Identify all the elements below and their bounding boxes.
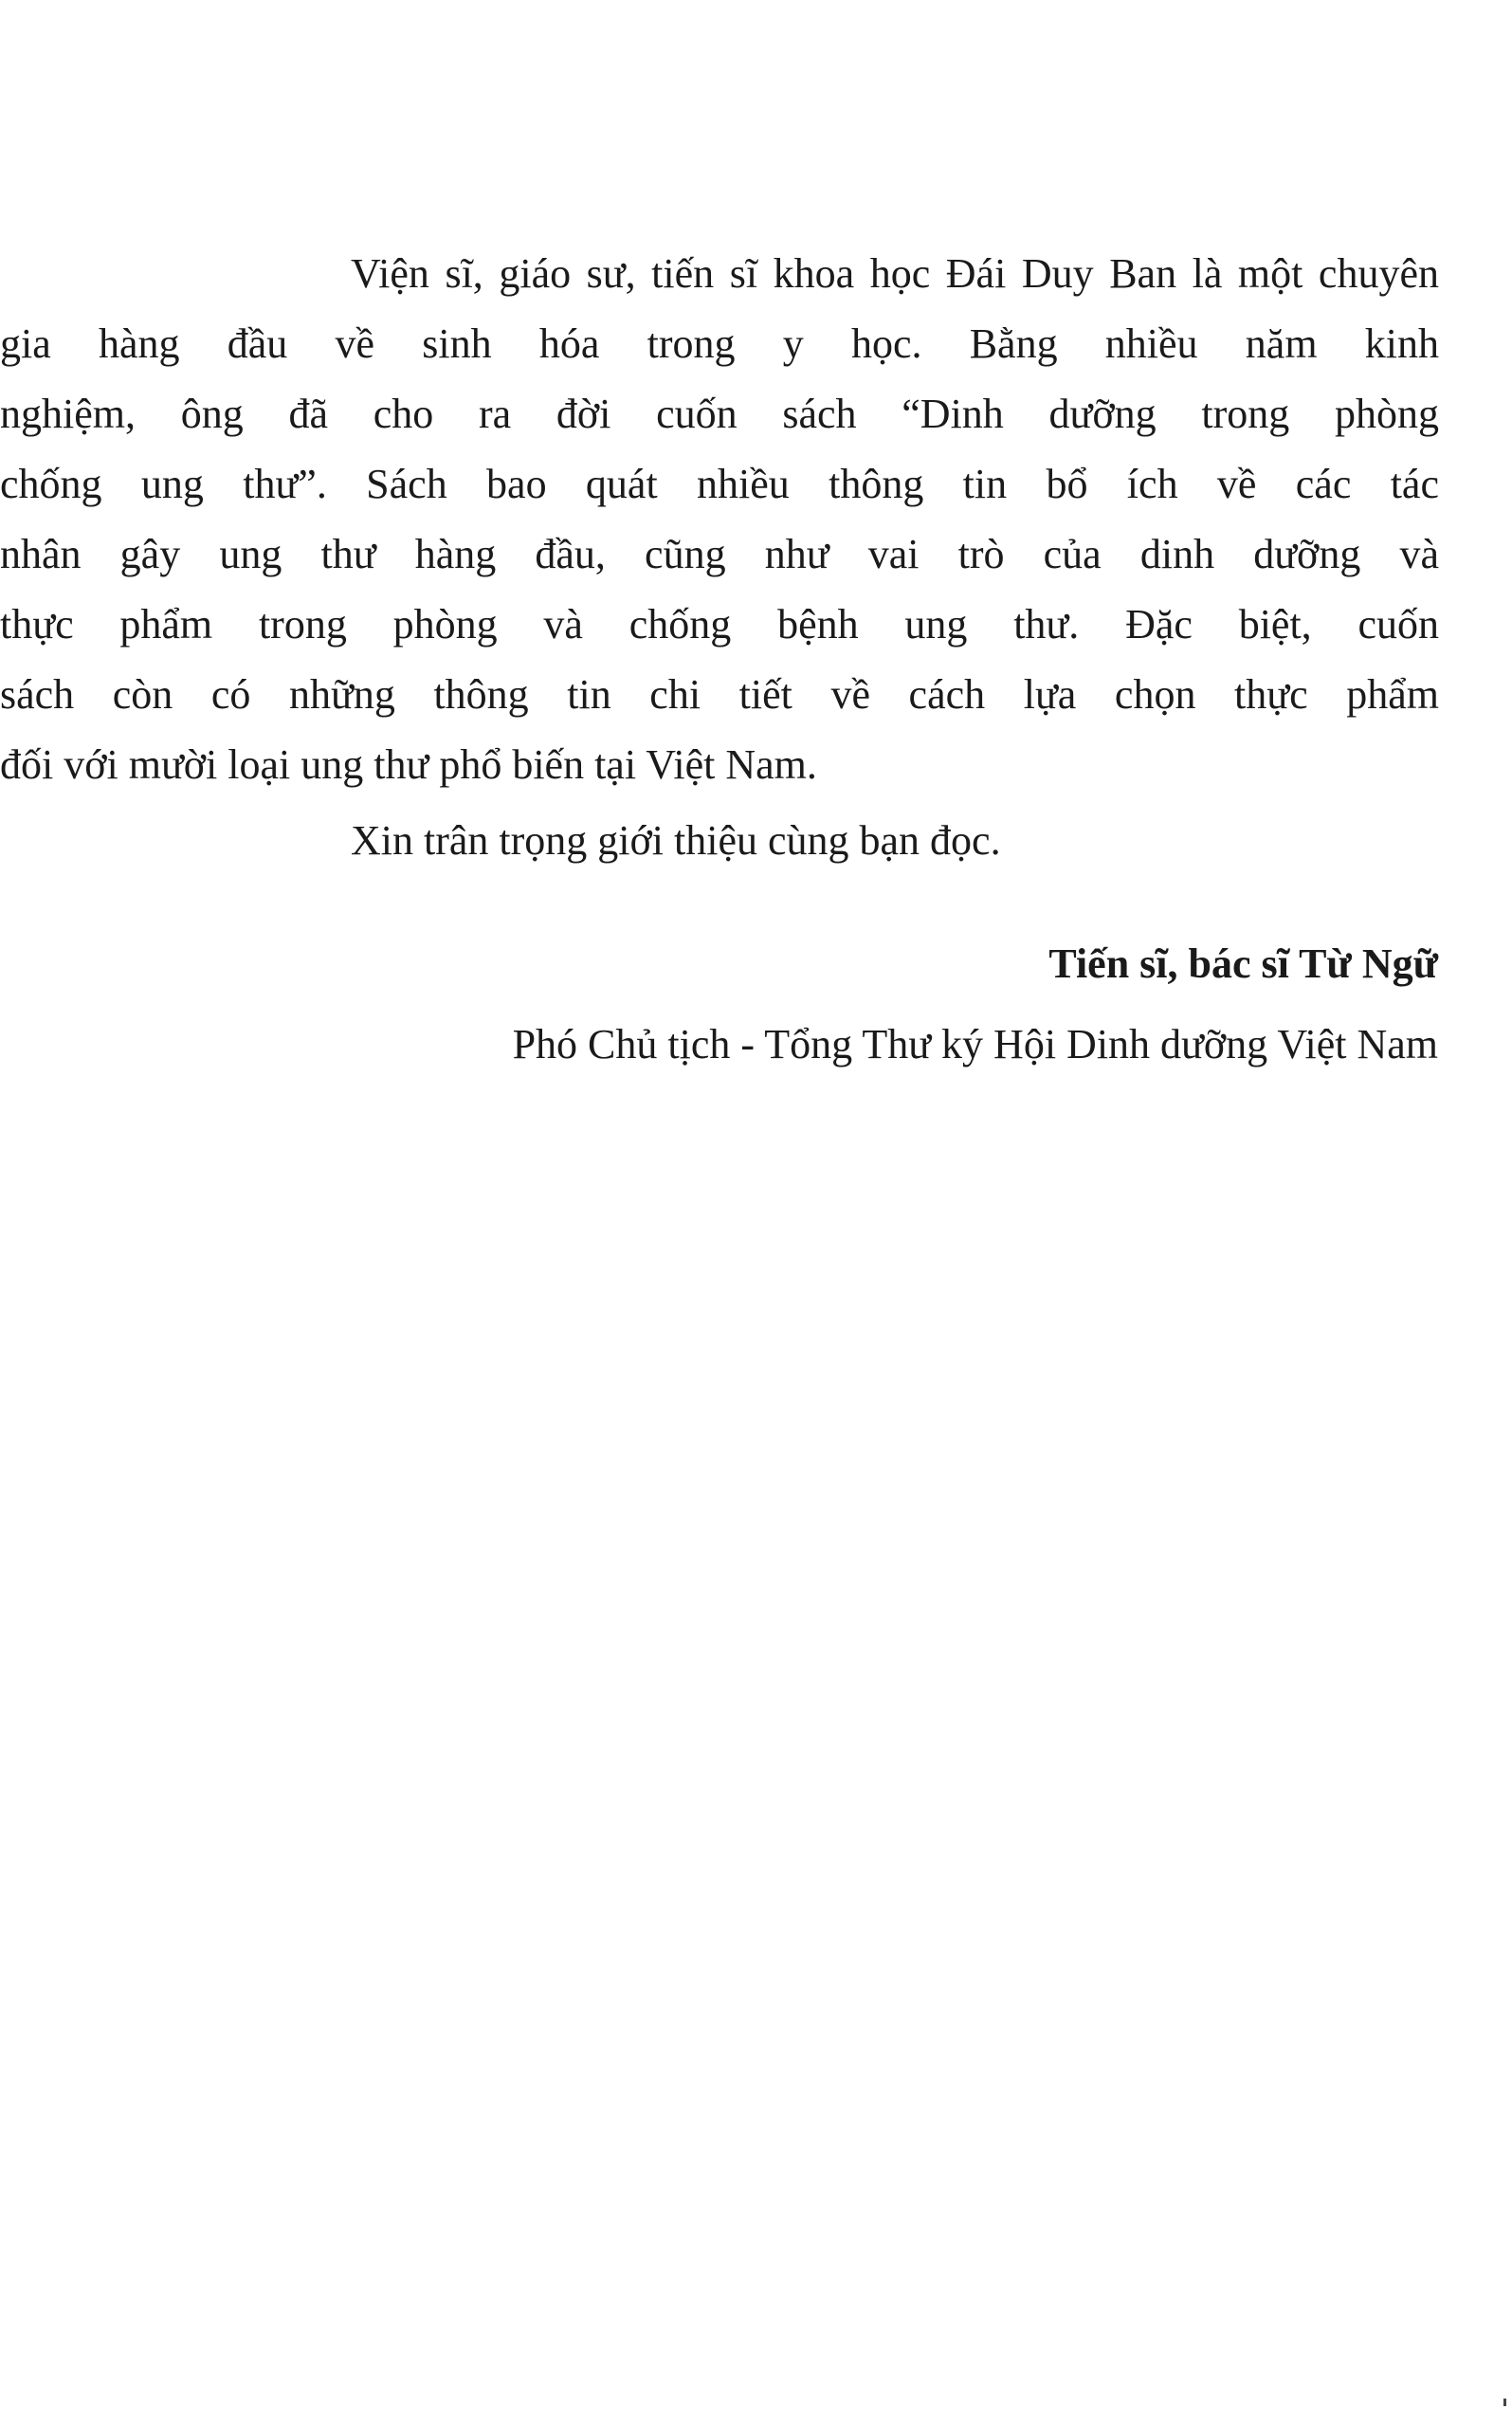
signature-role: Phó Chủ tịch - Tổng Thư ký Hội Dinh dưỡng Việt Nam [512, 1021, 1438, 1068]
main-paragraph [0, 239, 1439, 800]
paragraph-line: thực phẩm trong phòng và chống bệnh ung thư. Đặc biệt, cuốn [0, 601, 1439, 648]
signature-name: Tiến sĩ, bác sĩ Từ Ngữ [1048, 940, 1438, 987]
paragraph-line: Viện sĩ, giáo sư, tiến sĩ khoa học Đái Duy Ban là một chuyên [351, 250, 1439, 297]
paragraph-line: chống ung thư”. Sách bao quát nhiều thông tin bổ ích về các tác [0, 461, 1439, 507]
paragraph-line: đối với mười loại ung thư phổ biến tại Việt Nam. [0, 741, 817, 788]
paragraph-line: nhân gây ung thư hàng đầu, cũng như vai trò của dinh dưỡng và [0, 531, 1439, 577]
closing-sentence: Xin trân trọng giới thiệu cùng bạn đọc. [351, 817, 1001, 864]
paragraph-line: nghiệm, ông đã cho ra đời cuốn sách “Dinh dưỡng trong phòng [0, 391, 1439, 437]
page-edge-mark [1503, 2399, 1506, 2406]
paragraph-line: gia hàng đầu về sinh hóa trong y học. Bằng nhiều năm kinh [0, 320, 1439, 367]
paragraph-line: sách còn có những thông tin chi tiết về cách lựa chọn thực phẩm [0, 671, 1439, 718]
